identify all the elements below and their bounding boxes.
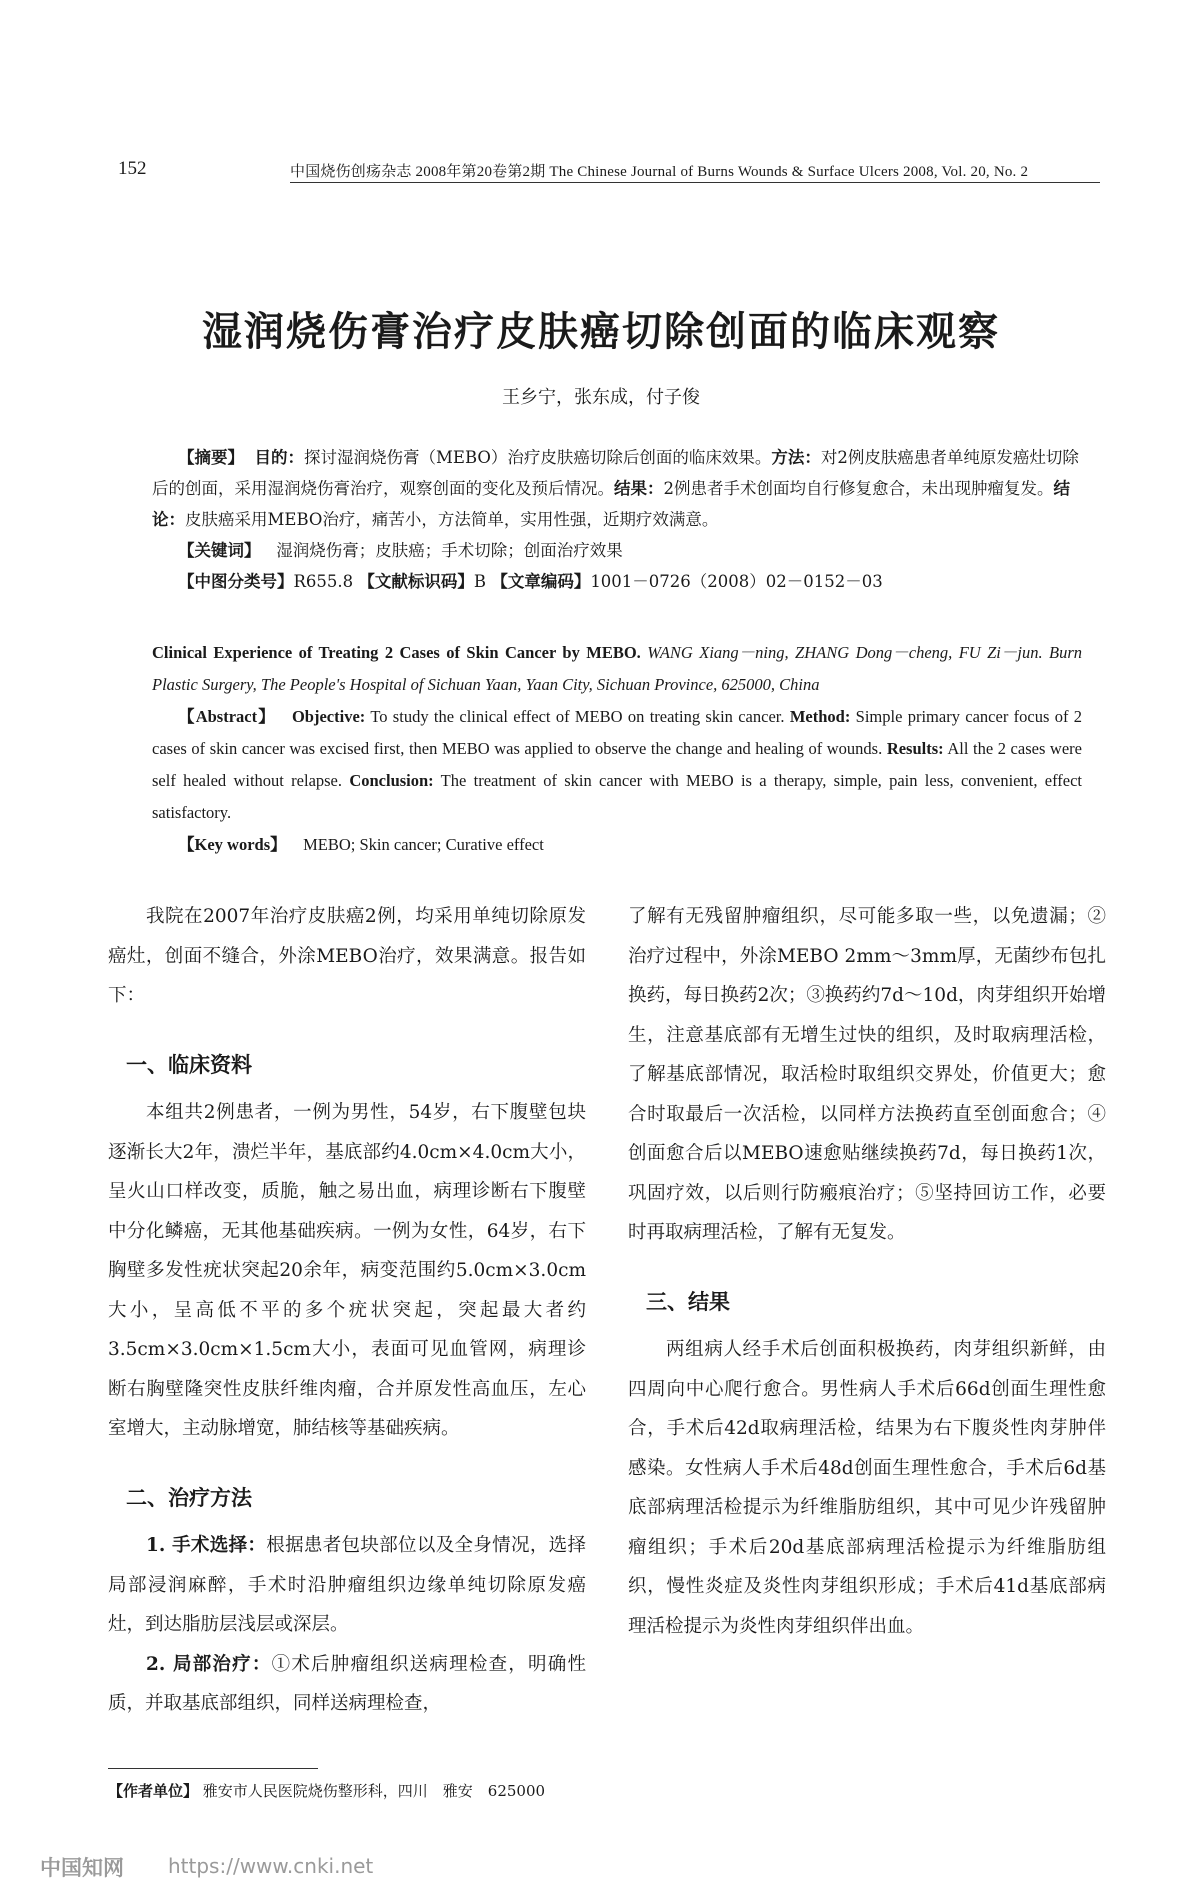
author-affiliation-footnote xyxy=(108,1780,545,1801)
english-objective-text: To study the clinical effect of MEBO on treating skin cancer. xyxy=(370,707,785,726)
footnote-label: 【作者单位】 xyxy=(108,1782,199,1800)
classification-value: R655.8 xyxy=(293,572,354,591)
treatment-continuation: 了解有无残留肿瘤组织，尽可能多取一些，以免遗漏；②治疗过程中，外涂MEBO 2mm～3mm厚，无菌纱布包扎换药，每日换药2次；③换药约7d～10d，肉芽组织开始增生，注意基底部有无增生过快的组织，及时取病理活检，了解基底部情况，取活检时取组织交界处，价值更大；愈合时取最后一次活检，以同样方法换药直至创面愈合；④创面愈合后以MEBO速愈贴继续换药7d，每日换药1次，巩固疗效，以后则行防瘢痕治疗；⑤坚持回访工作，必要时再取病理活检，了解有无复发。 xyxy=(628,906,1106,1243)
section-1-paragraph: 本组共2例患者，一例为男性，54岁，右下腹壁包块逐渐长大2年，溃烂半年，基底部约4.0cm×4.0cm大小，呈火山口样改变，质脆，触之易出血，病理诊断右下腹壁中分化鳞癌，无其他基础疾病。一例为女性，64岁，右下胸壁多发性疣状突起20余年，病变范围约5.0cm×3.0cm大小，呈高低不平的多个疣状突起，突起最大者约3.5cm×3.0cm×1.5cm大小，表面可见血管网，病理诊断右胸壁隆突性皮肤纤维肉瘤，合并原发性高血压，左心室增大，主动脉增宽，肺结核等基础疾病。 xyxy=(108,1102,586,1439)
english-keywords-line xyxy=(152,829,1082,861)
local-treatment-label: 2. 局部治疗： xyxy=(146,1653,272,1675)
keywords-cn-line xyxy=(152,535,1082,566)
local-treatment-text: ①术后肿瘤组织送病理检查，明确性质，并取基底部组织，同样送病理检查， xyxy=(108,1653,586,1714)
objective-text: 探讨湿润烧伤膏（MEBO）治疗皮肤癌切除后创面的临床效果。 xyxy=(304,448,772,467)
intro-paragraph: 我院在2007年治疗皮肤癌2例，均采用单纯切除原发癌灶，创面不缝合，外涂MEBO治疗，效果满意。报告如下： xyxy=(108,906,586,1006)
english-title: Clinical Experience of Treating 2 Cases of Skin Cancer by MEBO. xyxy=(152,643,641,662)
section-3-heading: 三、结果 xyxy=(646,1289,730,1314)
conclusion-label: 结论： xyxy=(152,479,1070,529)
chinese-abstract xyxy=(152,442,1082,597)
abstract-label: 【摘要】 xyxy=(178,448,244,467)
method-label: 方法： xyxy=(771,448,821,467)
english-method-label: Method: xyxy=(789,707,851,726)
objective-label: 目的： xyxy=(254,448,304,467)
authors: 王乡宁，张东成，付子俊 xyxy=(502,387,700,408)
body-left-column xyxy=(108,897,586,1724)
english-conclusion-label: Conclusion: xyxy=(349,771,434,790)
english-authors: WANG Xiang－ning, ZHANG Dong－cheng, FU Zi－jun. xyxy=(647,643,1043,662)
article-title: 湿润烧伤膏治疗皮肤癌切除创面的临床观察 xyxy=(202,309,1000,355)
english-abstract-paragraph xyxy=(152,701,1082,829)
surgery-text: 根据患者包块部位以及全身情况，选择局部浸润麻醉，手术时沿肿瘤组织边缘单纯切除原发癌灶，到达脂肪层浅层或深层。 xyxy=(108,1535,586,1635)
english-keywords-label: 【Key words】 xyxy=(178,835,287,854)
page-number: 152 xyxy=(118,158,147,179)
body-right-column xyxy=(628,897,1106,1646)
english-method-text: Simple primary cancer focus of 2 cases of skin cancer was excised first, then MEBO was applied to observe the change and healing of wounds. xyxy=(152,707,1083,758)
local-treatment-paragraph xyxy=(108,1645,586,1724)
classification-line xyxy=(152,566,1082,597)
header-rule xyxy=(290,182,1100,183)
result-label: 结果： xyxy=(614,479,664,498)
english-keywords-text: MEBO; Skin cancer; Curative effect xyxy=(303,835,544,854)
doc-code-label: 【文献标识码】 xyxy=(358,572,474,591)
english-title-line xyxy=(152,637,1082,701)
abstract-cn-paragraph xyxy=(152,442,1082,535)
doc-code-value: B xyxy=(473,572,487,591)
result-text: 2例患者手术创面均自行修复愈合，未出现肿瘤复发。 xyxy=(663,479,1054,498)
surgery-label: 1. 手术选择： xyxy=(146,1535,267,1556)
english-conclusion-text: The treatment of skin cancer with MEBO is a therapy, simple, pain less, convenient, effect satisfactory. xyxy=(152,771,1082,822)
footnote-rule xyxy=(108,1768,318,1769)
keywords-text: 湿润烧伤膏；皮肤癌；手术切除；创面治疗效果 xyxy=(276,541,623,560)
english-abstract-label: 【Abstract】 xyxy=(178,707,276,726)
classification-label: 【中图分类号】 xyxy=(178,572,294,591)
english-affiliation: Burn Plastic Surgery, The People's Hospital of Sichuan Yaan, Yaan City, Sichuan Province, 625000, China xyxy=(152,643,1083,694)
journal-header: 中国烧伤创疡杂志 2008年第20卷第2期 The Chinese Journal of Burns Wounds & Surface Ulcers 2008, Vol. 20, No. 2 xyxy=(290,164,1029,180)
section-2-heading: 二、治疗方法 xyxy=(126,1485,252,1510)
cnki-url[interactable]: https://www.cnki.net xyxy=(168,1854,374,1878)
footnote-text: 雅安市人民医院烧伤整形科，四川 雅安 625000 xyxy=(202,1782,546,1800)
english-objective-label: Objective: xyxy=(291,707,366,726)
method-text: 对2例皮肤癌患者单纯原发癌灶切除后的创面，采用湿润烧伤膏治疗，观察创面的变化及预后情况。 xyxy=(152,448,1079,498)
english-result-text: All the 2 cases were self healed without relapse. xyxy=(152,739,1082,790)
english-abstract xyxy=(152,637,1082,861)
section-1-heading: 一、临床资料 xyxy=(126,1052,252,1077)
article-no-label: 【文章编码】 xyxy=(491,572,591,591)
results-paragraph: 两组病人经手术后创面积极换药，肉芽组织新鲜，由四周向中心爬行愈合。男性病人手术后66d创面生理性愈合，手术后42d取病理活检，结果为右下腹炎性肉芽肿伴感染。女性病人手术后48d创面生理性愈合，手术后6d基底部病理活检提示为纤维脂肪组织，其中可见少许残留肿瘤组织；手术后20d基底部病理活检提示为纤维脂肪组织，慢性炎症及炎性肉芽组织形成；手术后41d基底部病理活检提示为炎性肉芽组织伴出血。 xyxy=(628,1339,1106,1637)
cnki-logo: 中国知网 xyxy=(40,1856,124,1880)
conclusion-text: 皮肤癌采用MEBO治疗，痛苦小，方法简单，实用性强，近期疗效满意。 xyxy=(185,510,719,529)
english-result-label: Results: xyxy=(886,739,944,758)
surgery-paragraph xyxy=(108,1526,586,1645)
article-no-value: 1001－0726（2008）02－0152－03 xyxy=(590,572,883,591)
keywords-label: 【关键词】 xyxy=(178,541,261,560)
